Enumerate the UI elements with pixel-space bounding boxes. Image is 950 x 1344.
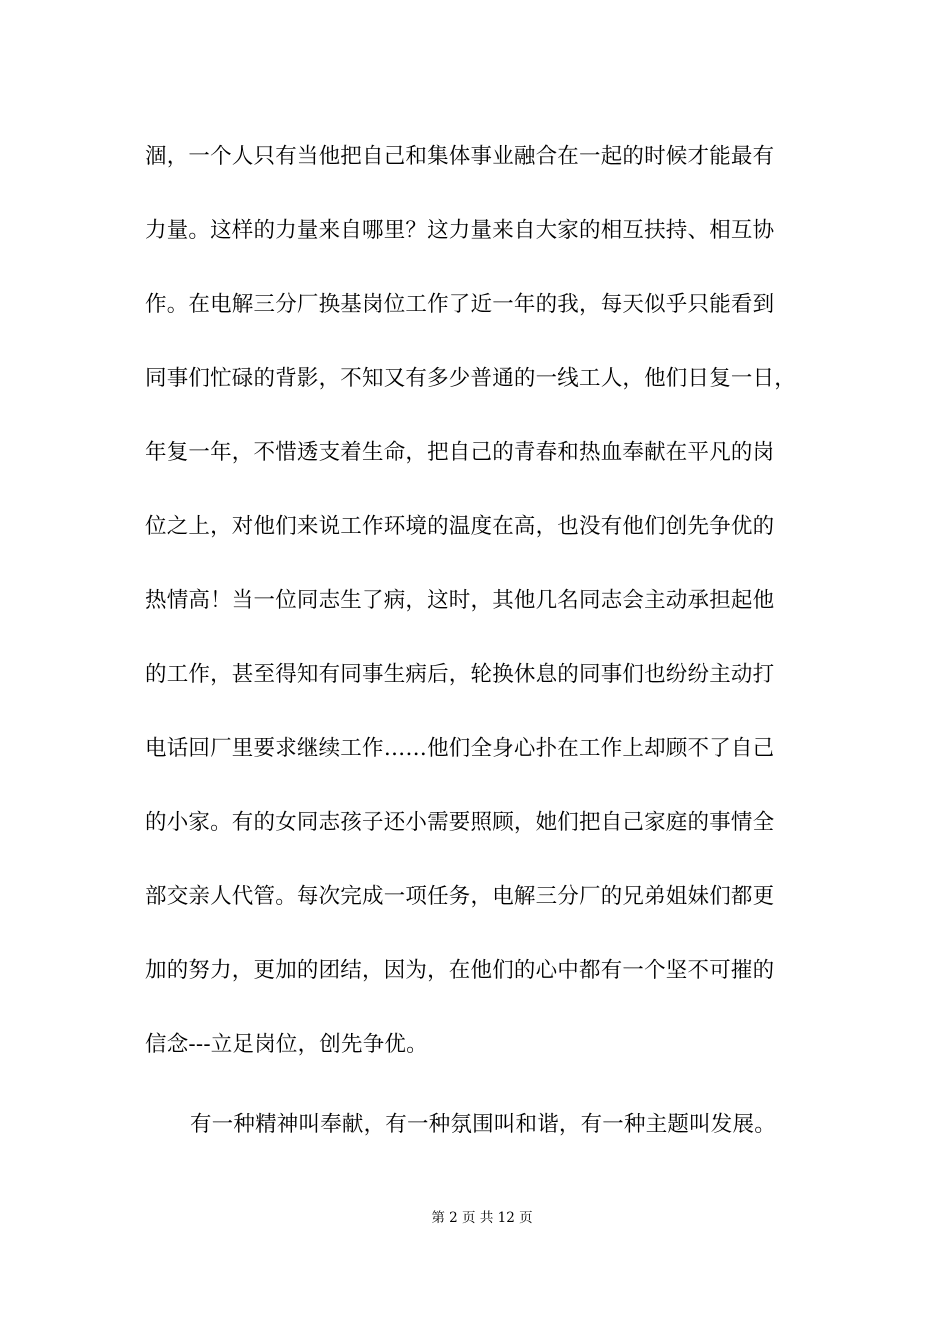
text-line: 作。在电解三分厂换基岗位工作了近一年的我，每天似乎只能看到 [145, 292, 775, 317]
text-line: 热情高！当一位同志生了病，这时，其他几名同志会主动承担起他 [145, 588, 775, 613]
paragraph-1 [145, 136, 845, 1098]
text-line: 力量。这样的力量来自哪里？这力量来自大家的相互扶持、相互协 [145, 218, 775, 243]
text-line: 涸，一个人只有当他把自己和集体事业融合在一起的时候才能最有 [145, 144, 775, 169]
text-line: 信念---立足岗位，创先争优。 [145, 1032, 428, 1057]
page-footer: 第 2 页 共 12 页 [431, 1210, 533, 1226]
text-line: 位之上，对他们来说工作环境的温度在高，也没有他们创先争优的 [145, 514, 775, 539]
text-line: 加的努力，更加的团结，因为，在他们的心中都有一个坚不可摧的 [145, 958, 775, 983]
paragraph-2: 有一种精神叫奉献，有一种氛围叫和谐，有一种主题叫发展。 [190, 1112, 776, 1137]
text-line: 电话回厂里要求继续工作……他们全身心扑在工作上却顾不了自己 [145, 736, 775, 761]
text-line: 年复一年，不惜透支着生命，把自己的青春和热血奉献在平凡的岗 [145, 440, 775, 465]
text-line: 的工作，甚至得知有同事生病后，轮换休息的同事们也纷纷主动打 [145, 662, 775, 687]
text-line: 部交亲人代管。每次完成一项任务，电解三分厂的兄弟姐妹们都更 [145, 884, 775, 909]
text-line: 同事们忙碌的背影，不知又有多少普通的一线工人，他们日复一日， [145, 366, 797, 391]
text-line: 的小家。有的女同志孩子还小需要照顾，她们把自己家庭的事情全 [145, 810, 775, 835]
